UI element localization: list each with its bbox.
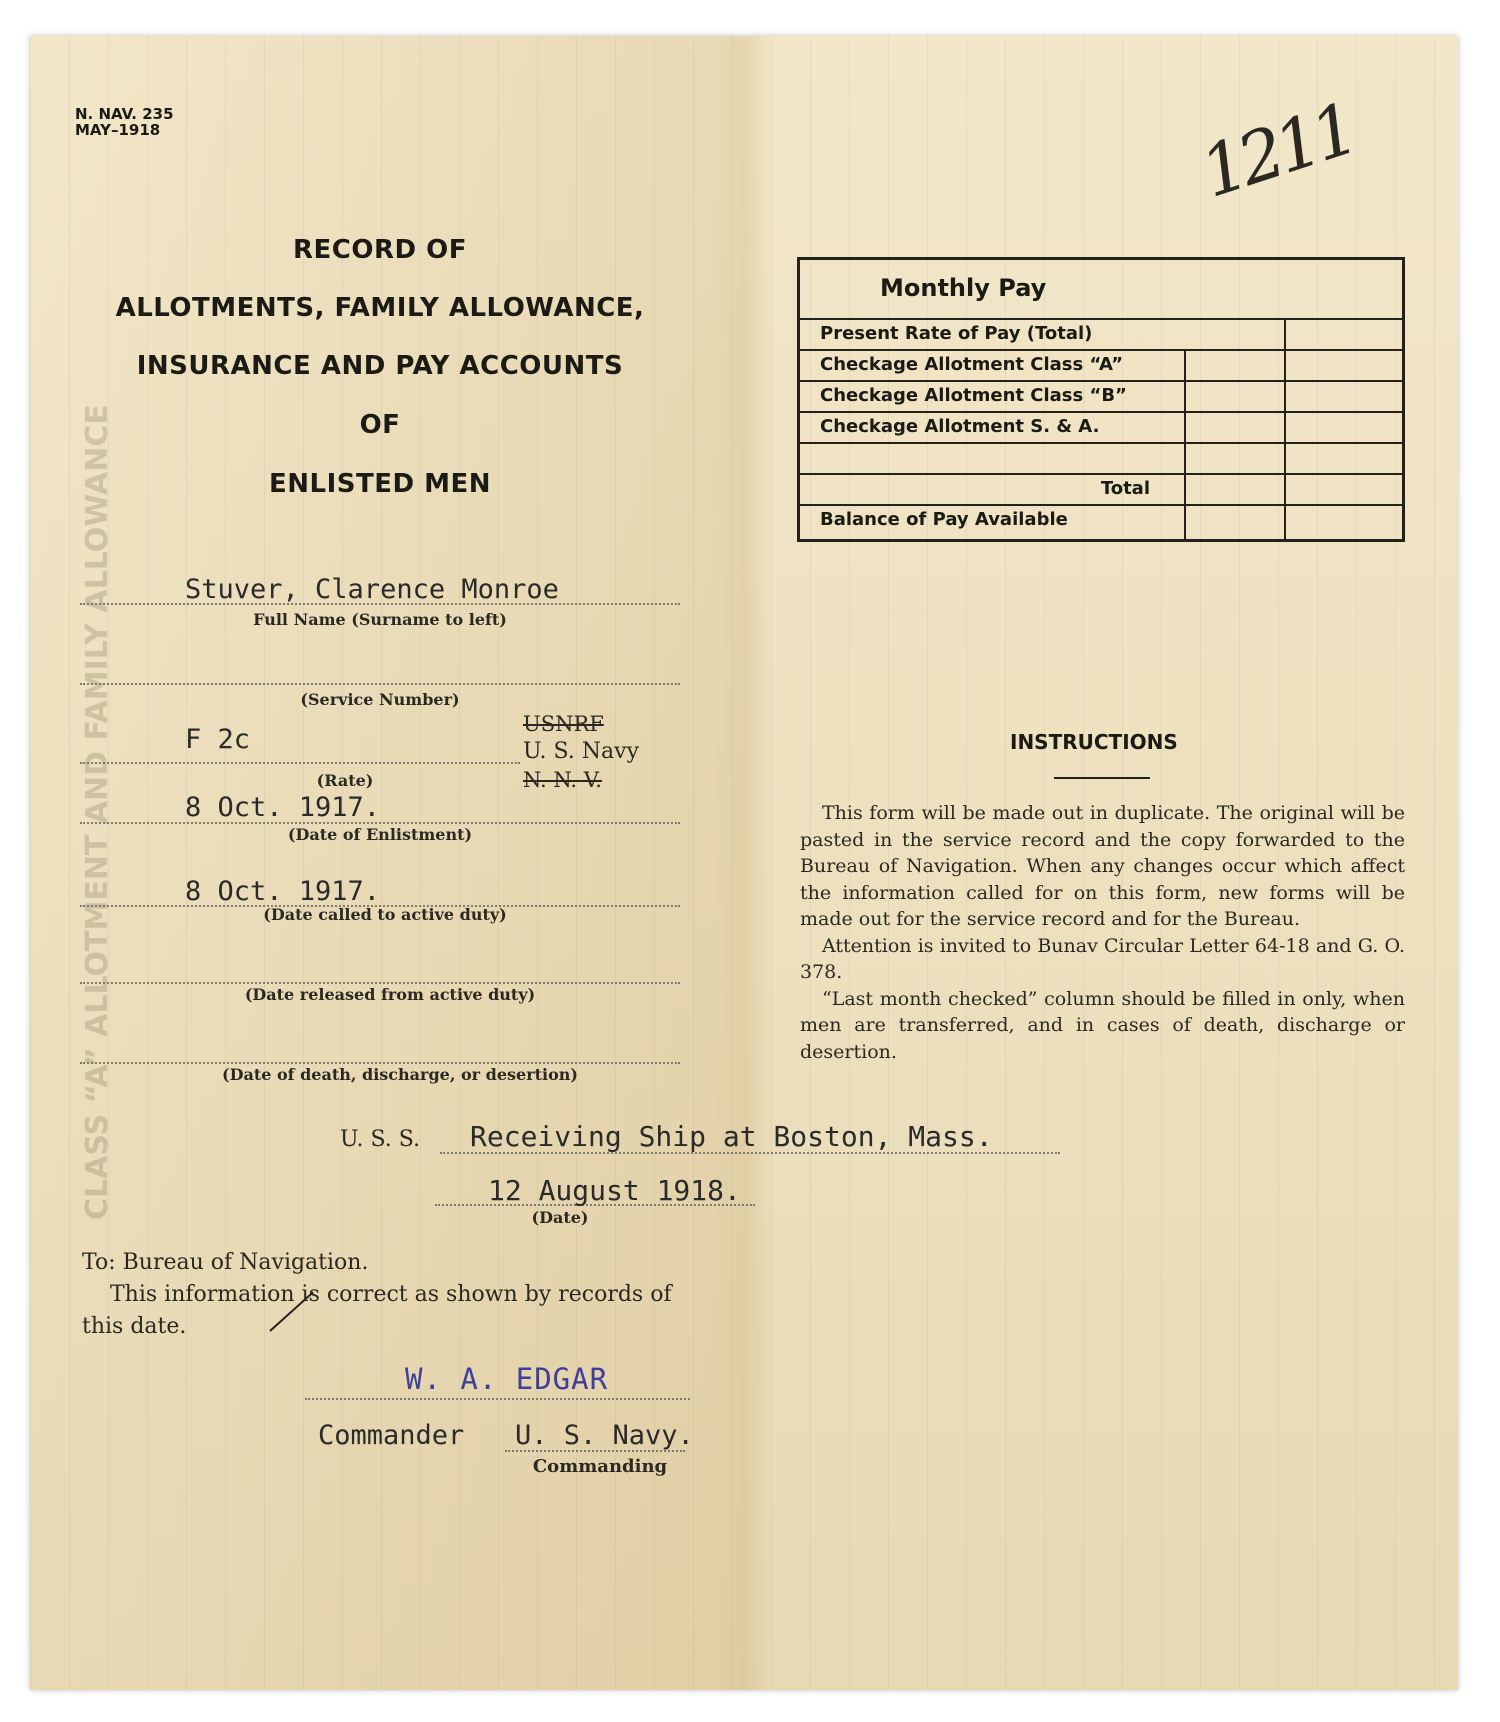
death-discharge-line bbox=[80, 1062, 680, 1064]
monthly-pay-table bbox=[797, 257, 1405, 542]
instructions-rule bbox=[1054, 777, 1150, 779]
ship-value: Receiving Ship at Boston, Mass. bbox=[470, 1120, 993, 1153]
instructions-paragraph: This form will be made out in duplicate. The original will be pasted in the service record and the copy forwarded to the Bureau of Navigation. When any changes occur which affect the information called for on this form, new forms will be made out for the service record and for the Bureau. bbox=[800, 802, 1405, 930]
bleed-through-text: CLASS “A” ALLOTMENT AND FAMILY ALLOWANCE bbox=[80, 404, 115, 1220]
form-code-line2: MAY–1918 bbox=[75, 121, 161, 139]
ship-prefix: U. S. S. bbox=[340, 1127, 421, 1152]
pay-row-balance bbox=[800, 504, 1402, 537]
pay-row-label: Checkage Allotment Class “B” bbox=[820, 385, 1127, 406]
active-duty-caption: (Date called to active duty) bbox=[263, 905, 507, 924]
form-title-line-4: OF bbox=[359, 410, 401, 440]
enlistment-value: 8 Oct. 1917. bbox=[185, 792, 381, 823]
rate-caption: (Rate) bbox=[316, 771, 374, 790]
pay-row-class-a bbox=[800, 349, 1402, 382]
full-name-value: Stuver, Clarence Monroe bbox=[185, 574, 559, 605]
service-number-caption: (Service Number) bbox=[300, 690, 460, 709]
form-code bbox=[75, 106, 174, 138]
pay-row-present-rate bbox=[800, 318, 1402, 351]
pay-row-label: Balance of Pay Available bbox=[820, 509, 1068, 530]
signature-stamp: W. A. EDGAR bbox=[405, 1362, 609, 1396]
date-caption: (Date) bbox=[531, 1208, 589, 1227]
released-caption: (Date released from active duty) bbox=[244, 985, 536, 1004]
form-title-line-5: ENLISTED MEN bbox=[268, 469, 491, 499]
full-name-caption: Full Name (Surname to left) bbox=[253, 610, 507, 629]
form-title-line-3: INSURANCE AND PAY ACCOUNTS bbox=[136, 351, 624, 381]
full-name-line bbox=[80, 603, 680, 605]
monthly-pay-title: Monthly Pay bbox=[880, 274, 1047, 302]
signature-rank: Commander bbox=[318, 1420, 465, 1451]
certification-line-2: This information is correct as shown by records of bbox=[110, 1282, 672, 1307]
pay-row-class-b bbox=[800, 380, 1402, 413]
handwritten-annotation: 1211 bbox=[1191, 88, 1364, 214]
enlistment-caption: (Date of Enlistment) bbox=[287, 825, 473, 844]
certification-line-3: this date. bbox=[82, 1314, 187, 1339]
pay-column-divider bbox=[1184, 349, 1186, 539]
pay-row-s-and-a bbox=[800, 411, 1402, 444]
pay-row-label: Checkage Allotment S. & A. bbox=[820, 416, 1100, 437]
pay-row-label: Total bbox=[1100, 478, 1150, 499]
branch-struck-nnv: N. N. V. bbox=[523, 768, 602, 792]
pay-row-blank bbox=[800, 442, 1402, 475]
branch-struck-usnrf: USNRF bbox=[523, 712, 604, 736]
active-duty-value: 8 Oct. 1917. bbox=[185, 876, 381, 907]
pay-column-divider bbox=[1284, 318, 1286, 539]
pay-row-label: Checkage Allotment Class “A” bbox=[820, 354, 1124, 375]
branch-current: U. S. Navy bbox=[523, 739, 640, 764]
released-line bbox=[80, 982, 680, 984]
death-discharge-caption: (Date of death, discharge, or desertion) bbox=[222, 1065, 578, 1084]
rate-line bbox=[80, 762, 520, 764]
instructions-title: INSTRUCTIONS bbox=[1010, 730, 1178, 754]
enlistment-line bbox=[80, 822, 680, 824]
instructions-paragraph: “Last month checked” column should be filled in only, when men are transferred, and in cases of death, discharge or desertion. bbox=[800, 987, 1405, 1063]
date-value: 12 August 1918. bbox=[488, 1174, 741, 1207]
form-code-line1: N. NAV. 235 bbox=[75, 105, 174, 123]
form-title-line-2: ALLOTMENTS, FAMILY ALLOWANCE, bbox=[115, 293, 645, 323]
rate-value: F 2c bbox=[185, 724, 251, 755]
form-title-line-1: RECORD OF bbox=[293, 235, 467, 265]
service-number-line bbox=[80, 683, 680, 685]
signature-service: U. S. Navy. bbox=[515, 1420, 694, 1451]
instructions-paragraph: Attention is invited to Bunav Circular Letter 64-18 and G. O. 378. bbox=[800, 934, 1405, 983]
signature-caption: Commanding bbox=[532, 1456, 668, 1477]
pay-row-label: Present Rate of Pay (Total) bbox=[820, 323, 1093, 344]
certification-to-line: To: Bureau of Navigation. bbox=[82, 1250, 369, 1275]
signature-line bbox=[305, 1398, 690, 1400]
pay-row-total bbox=[800, 473, 1402, 506]
instructions-body bbox=[800, 800, 1405, 1065]
